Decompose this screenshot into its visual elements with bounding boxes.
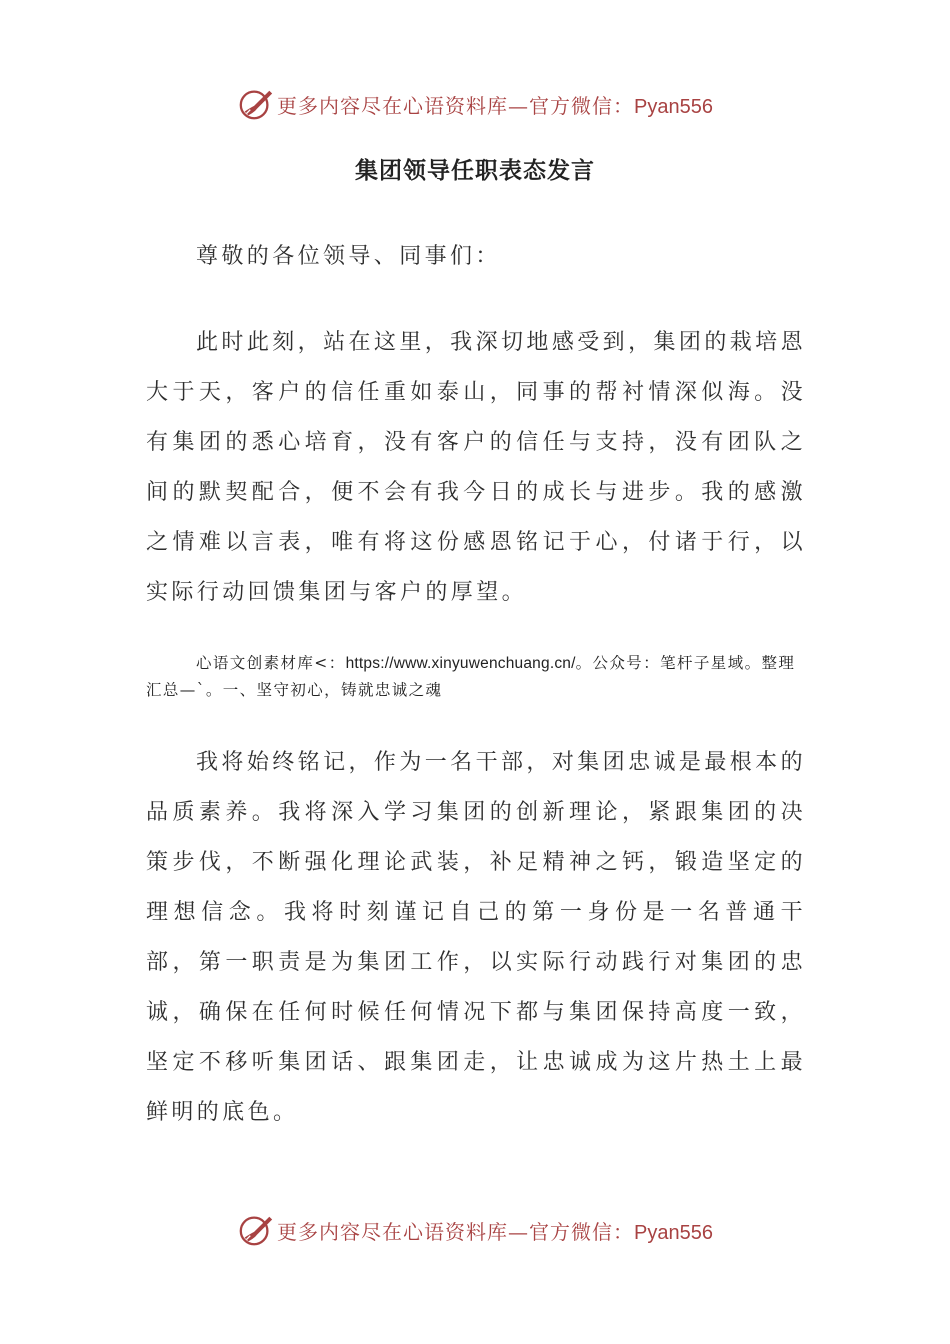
pen-logo-icon bbox=[237, 1211, 275, 1249]
greeting: 尊敬的各位领导、同事们： bbox=[196, 244, 501, 269]
footer-banner-text: 更多内容尽在心语资料库—官方微信：Pyan556 bbox=[277, 1219, 713, 1244]
paragraph-2: 我将始终铭记，作为一名干部，对集团忠诚是最根本的品质素养。我将深入学习集团的创新理论，紧跟集团的决策步伐，不断强化理论武装，补足精神之钙，锻造坚定的理想信念。我将时刻谨记自己的第一身份是一名普通干部，第一职责是为集团工作，以实际行动践行对集团的忠诚，确保在任何时候任何情况下都与集团保持高度一致，坚定不移听集团话、跟集团走，让忠诚成为这片热土上最鲜明的底色。 bbox=[146, 750, 806, 1125]
header-banner bbox=[0, 84, 950, 124]
source-url[interactable]: https://www.xinyuwenchuang.cn/ bbox=[345, 655, 576, 672]
source-note: 心语文创素材库<：https://www.xinyuwenchuang.cn/。公众号：笔杆子星域。整理汇总—`。一、坚守初心，铸就忠诚之魂 bbox=[146, 654, 796, 699]
paragraph-1: 此时此刻，站在这里，我深切地感受到，集团的栽培恩大于天，客户的信任重如泰山，同事的帮衬情深似海。没有集团的悉心培育，没有客户的信任与支持，没有团队之间的默契配合，便不会有我今日的成长与进步。我的感激之情难以言表，唯有将这份感恩铭记于心，付诸于行，以实际行动回馈集团与客户的厚望。 bbox=[146, 330, 806, 605]
pen-logo-icon bbox=[237, 85, 275, 123]
footer-banner bbox=[0, 1210, 950, 1250]
header-banner-text: 更多内容尽在心语资料库—官方微信：Pyan556 bbox=[277, 93, 713, 118]
document-title: 集团领导任职表态发言 bbox=[355, 157, 595, 184]
